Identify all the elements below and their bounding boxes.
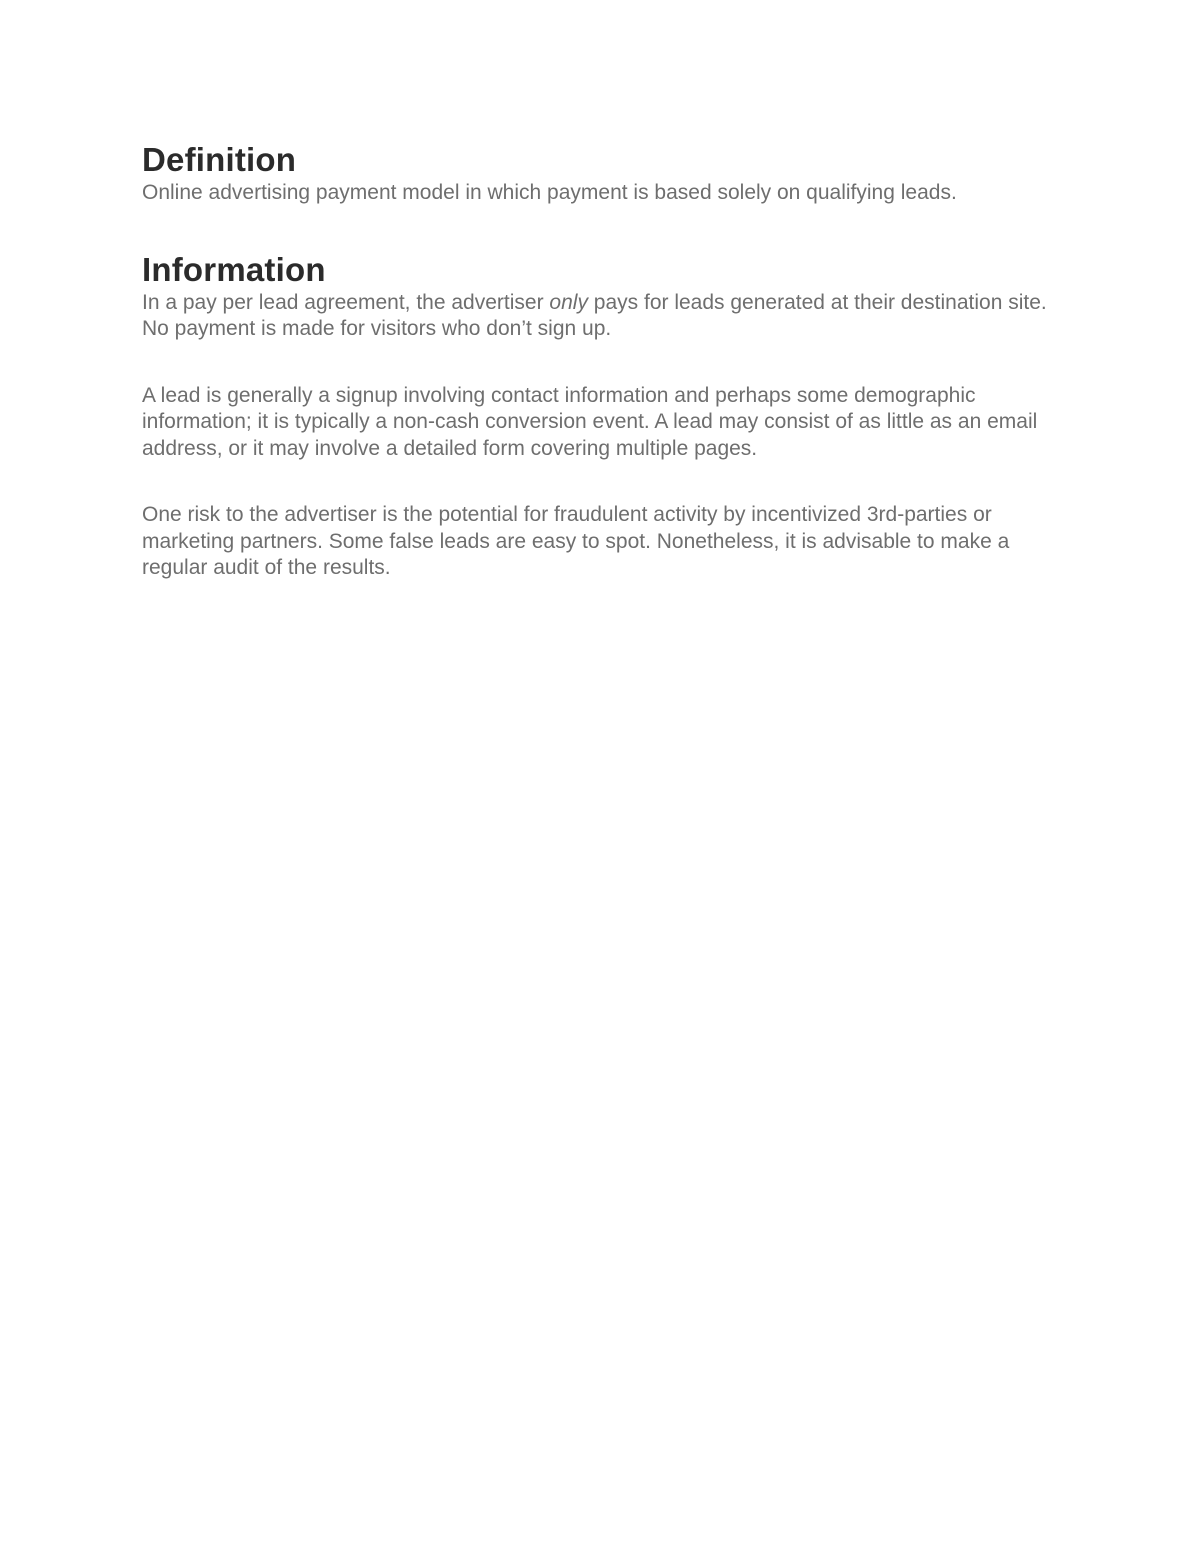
information-paragraph-2: A lead is generally a signup involving contact information and perhaps some demographic information; it is typically a non-cash conversion event. A lead may consist of as little as an email address, or it may involve a detailed form covering multiple pages.: [142, 383, 1038, 460]
definition-text: Online advertising payment model in which payment is based solely on qualifying leads.: [142, 181, 957, 204]
document-page: [142, 140, 1062, 582]
information-section: [142, 250, 1062, 582]
paragraph-1-emphasis: only: [549, 290, 588, 314]
information-paragraph-3: One risk to the advertiser is the potential for fraudulent activity by incentivized 3rd-parties or marketing partners. Some false leads are easy to spot. Nonetheless, it is advisable to make a regular audit of the results.: [142, 503, 1010, 579]
paragraph-1-text-before: In a pay per lead agreement, the advertiser: [142, 290, 550, 314]
information-paragraph-1: [142, 290, 1062, 343]
definition-section: [142, 140, 1062, 207]
definition-heading: Definition: [142, 141, 297, 178]
information-heading: Information: [142, 250, 326, 288]
paragraph-1-text-after: pays for leads generated at their destination site. No payment is made for visitors who don’t sign up.: [142, 290, 1047, 340]
